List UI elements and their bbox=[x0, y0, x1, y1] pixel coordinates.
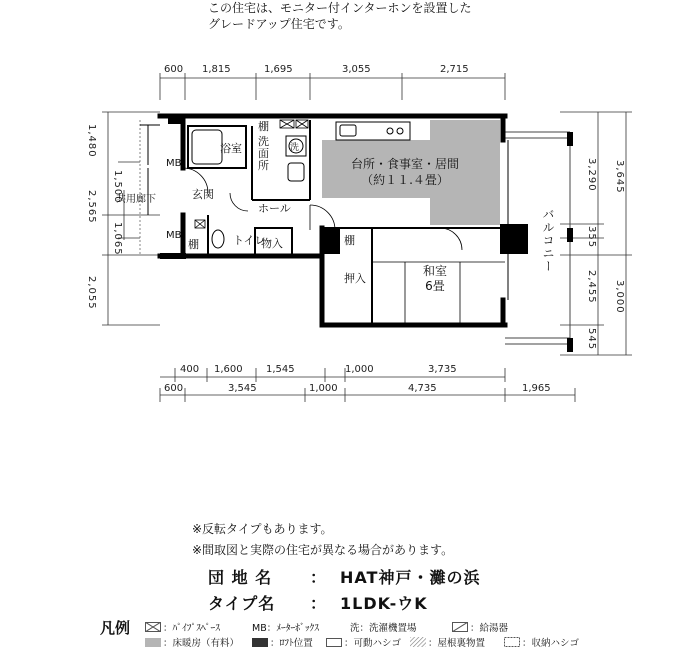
room-shelf-2: 棚 bbox=[188, 238, 199, 251]
type-name-value: 1LDK-ウK bbox=[340, 594, 428, 613]
dimension-lines-top bbox=[160, 73, 505, 100]
dim-bottom2-2: 1,000 bbox=[309, 383, 338, 394]
legend-washer-place-label: 洗：洗濯機置場 bbox=[350, 623, 417, 634]
dim-right-4: 3,000 bbox=[614, 280, 625, 314]
dim-top-1: 1,815 bbox=[202, 64, 231, 75]
legend-storage-ladder-label: ：収納ハシゴ bbox=[522, 638, 580, 649]
legend-floor-heating-label: ：床暖房（有料） bbox=[163, 638, 240, 649]
column-block-mid bbox=[322, 228, 340, 254]
legend-pipe-space-label: ：ﾊﾟｲﾌﾟｽﾍﾟｰｽ bbox=[163, 623, 221, 634]
dim-top-3: 3,055 bbox=[342, 64, 371, 75]
room-shelf-1: 棚 bbox=[258, 120, 269, 133]
dim-left-1: 1,500 bbox=[112, 170, 123, 204]
dim-bottom1-3: 1,000 bbox=[345, 364, 374, 375]
legend-water-heater-label: ：給湯器 bbox=[470, 623, 509, 634]
danchi-colon: ： bbox=[310, 568, 328, 587]
dim-top-0: 600 bbox=[164, 64, 184, 75]
column-block-right bbox=[500, 224, 528, 254]
legend-pipe-space bbox=[145, 620, 220, 634]
danchi-name-label: 団 地 名 bbox=[208, 568, 273, 587]
dim-left-2: 2,565 bbox=[86, 190, 97, 224]
room-hall-label: ホール bbox=[258, 202, 291, 215]
legend-meter-box-label: MB：ﾒｰﾀｰﾎﾞｯｸｽ bbox=[252, 623, 319, 634]
room-ldk-name: 台所・食事室・居間 bbox=[350, 157, 459, 171]
room-toilet-label: トイレ bbox=[233, 234, 266, 247]
dim-left-4: 2,055 bbox=[86, 276, 97, 310]
room-genkan-label: 玄関 bbox=[192, 188, 214, 201]
legend-loft bbox=[252, 635, 313, 649]
dim-left-0: 1,480 bbox=[86, 124, 97, 158]
dim-top-2: 1,695 bbox=[264, 64, 293, 75]
dim-bottom1-4: 3,735 bbox=[428, 364, 457, 375]
dim-right-2: 355 bbox=[586, 226, 597, 249]
room-washroom-label: 洗 面 所 bbox=[258, 135, 269, 172]
dim-top-4: 2,715 bbox=[440, 64, 469, 75]
common-corridor-label: 共用廊下 bbox=[116, 194, 156, 205]
notice-top-line1: この住宅は、モニター付インターホンを設置した bbox=[208, 1, 472, 15]
legend-movable-ladder-label: ：可動ハシゴ bbox=[344, 638, 402, 649]
room-shelf-3: 棚 bbox=[344, 234, 355, 247]
room-washitsu-name: 和室 bbox=[422, 264, 447, 278]
legend-water-heater bbox=[452, 620, 508, 634]
dim-bottom1-1: 1,600 bbox=[214, 364, 243, 375]
room-oshiire-label: 押入 bbox=[344, 272, 366, 285]
legend-storage-ladder bbox=[504, 635, 579, 649]
storage-ladder-swatch bbox=[504, 637, 520, 647]
washer-mark-label: 洗 bbox=[290, 143, 300, 153]
dim-right-0: 3,290 bbox=[586, 158, 597, 192]
type-name-label: タイプ名 bbox=[208, 594, 276, 613]
dim-bottom2-3: 4,735 bbox=[408, 383, 437, 394]
legend-floor-heating bbox=[145, 635, 239, 649]
dim-right-1: 3,645 bbox=[614, 160, 625, 194]
dim-bottom2-4: 1,965 bbox=[522, 383, 551, 394]
floor-heating-swatch bbox=[145, 638, 161, 647]
legend-attic-storage-label: ：屋根裏物置 bbox=[428, 638, 486, 649]
notice-top-line2: グレードアップ住宅です。 bbox=[208, 17, 350, 31]
notice-reversed-type: ※反転タイプもあります。 bbox=[192, 522, 333, 536]
loft-swatch bbox=[252, 638, 268, 647]
notice-plan-differs: ※間取図と実際の住宅が異なる場合があります。 bbox=[192, 543, 454, 557]
legend-loft-label: ：ﾛﾌﾄ位置 bbox=[270, 638, 313, 649]
meter-box-label-1: MB bbox=[166, 158, 182, 169]
legend-attic-storage bbox=[410, 635, 485, 649]
dim-right-3: 2,455 bbox=[586, 270, 597, 304]
attic-storage-swatch bbox=[410, 637, 426, 647]
pipe-space-swatch bbox=[145, 622, 161, 632]
dim-right-5: 545 bbox=[586, 328, 597, 351]
bathtub bbox=[192, 130, 222, 164]
room-washitsu-size: 6畳 bbox=[425, 279, 445, 293]
legend-movable-ladder bbox=[326, 635, 401, 649]
room-balcony-label: バルコニー bbox=[541, 208, 555, 273]
danchi-name-value: HAT神戸・灘の浜 bbox=[340, 568, 481, 587]
meter-box-label-2: MB bbox=[166, 230, 182, 241]
room-storage-label: 物入 bbox=[261, 237, 283, 250]
toilet-bowl bbox=[212, 230, 224, 248]
room-ldk-size: （約１１.４畳） bbox=[361, 173, 449, 187]
legend-meter-box bbox=[252, 620, 319, 634]
type-colon: ： bbox=[310, 594, 328, 613]
dim-left-3: 1,065 bbox=[112, 222, 123, 256]
legend-washer-place bbox=[350, 620, 417, 634]
dim-bottom1-2: 1,545 bbox=[266, 364, 295, 375]
dim-bottom1-0: 400 bbox=[180, 364, 200, 375]
movable-ladder-swatch bbox=[326, 638, 342, 647]
water-heater-swatch bbox=[452, 622, 468, 632]
legend-title: 凡例 bbox=[100, 619, 131, 637]
dim-bottom2-0: 600 bbox=[164, 383, 184, 394]
room-bath-label: 浴室 bbox=[220, 142, 242, 155]
kitchen-counter bbox=[336, 122, 410, 140]
dim-bottom2-1: 3,545 bbox=[228, 383, 257, 394]
dimension-lines-left bbox=[102, 112, 160, 325]
